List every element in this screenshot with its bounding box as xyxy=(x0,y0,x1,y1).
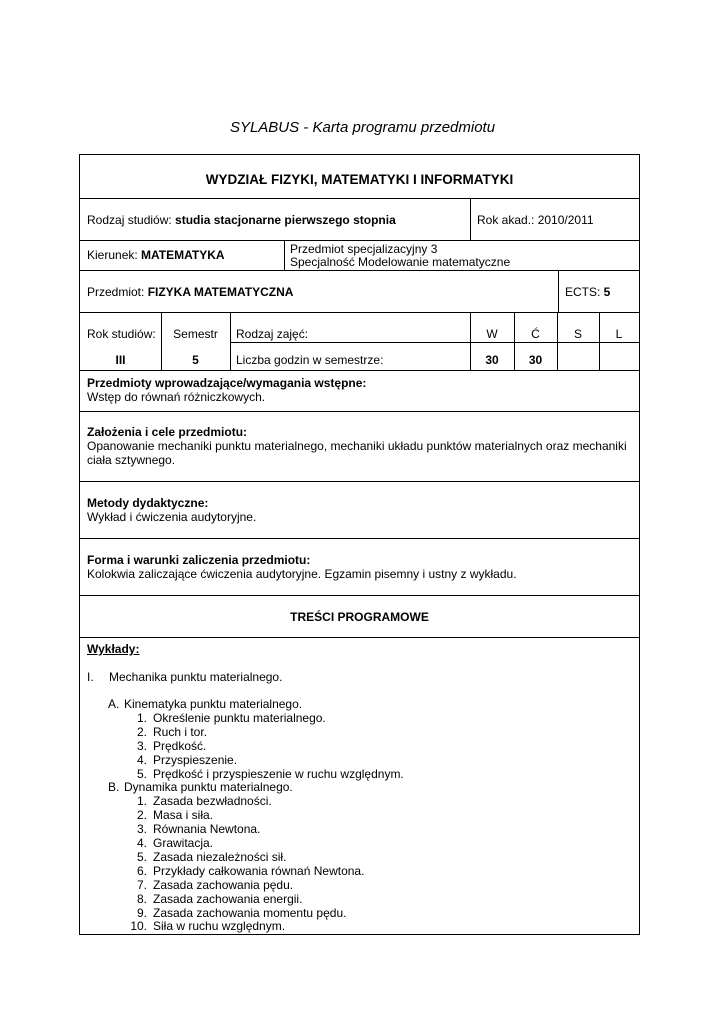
subject-row xyxy=(80,271,639,313)
list-item-number: 2. xyxy=(136,724,147,739)
list-item: Ruch i tor. xyxy=(153,724,208,739)
list-item-number: 5. xyxy=(136,849,147,864)
specialization-line2: Specjalność Modelowanie matematyczne xyxy=(290,255,511,269)
subject-label: Przedmiot: xyxy=(87,285,148,299)
section-title: Dynamika punktu materialnego. xyxy=(124,780,293,795)
year-label: Rok studiów: xyxy=(87,327,156,341)
list-item-number: 1. xyxy=(136,710,147,725)
direction-value: MATEMATYKA xyxy=(141,248,225,262)
list-item-number: 10. xyxy=(130,919,147,934)
faculty-row xyxy=(80,155,639,199)
list-item-number: 2. xyxy=(136,808,147,823)
study-type-value: studia stacjonarne pierwszego stopnia xyxy=(175,213,396,227)
list-item: Przykłady całkowania równań Newtona. xyxy=(153,863,365,878)
methods-text: Wykład i ćwiczenia audytoryjne. xyxy=(87,510,257,524)
list-item: Grawitacja. xyxy=(153,836,214,850)
col-c: Ć xyxy=(531,327,540,341)
goals-heading: Założenia i cele przedmiotu: xyxy=(87,425,248,439)
list-item-number: 4. xyxy=(136,836,147,850)
list-item: Zasada bezwładności. xyxy=(153,794,272,809)
program-heading: TREŚCI PROGRAMOWE xyxy=(290,610,429,624)
list-item: Prędkość i przyspieszenie w ruchu względnym. xyxy=(153,766,404,781)
ects-value: 5 xyxy=(603,285,611,299)
prerequisites-heading: Przedmioty wprowadzające/wymagania wstępne: xyxy=(87,376,367,390)
part-number: I. xyxy=(87,670,94,684)
list-item: Określenie punktu materialnego. xyxy=(153,710,326,725)
study-type-row xyxy=(80,199,639,241)
study-type xyxy=(87,213,396,227)
class-type-label: Rodzaj zajęć: xyxy=(236,327,309,341)
academic-year: Rok akad.: 2010/2011 xyxy=(477,213,594,227)
list-item: Zasada zachowania energii. xyxy=(153,891,303,906)
goals-line2: ciała sztywnego. xyxy=(87,453,176,467)
list-item-number: 7. xyxy=(136,877,147,892)
lectures-section xyxy=(80,638,639,934)
list-item: Przyspieszenie. xyxy=(153,752,238,767)
semester-value: 5 xyxy=(192,353,199,367)
faculty-name: WYDZIAŁ FIZYKI, MATEMATYKI I INFORMATYKI xyxy=(205,172,514,187)
goals-line1: Opanowanie mechaniki punktu materialnego, mechaniki układu punktów materialnych oraz mechaniki xyxy=(87,439,627,453)
methods-section xyxy=(80,482,639,539)
subject-value: FIZYKA MATEMATYCZNA xyxy=(147,285,294,299)
lectures-heading: Wykłady: xyxy=(87,642,140,656)
hours-c: 30 xyxy=(528,353,543,367)
list-item-number: 6. xyxy=(136,863,147,878)
ects-label: ECTS: xyxy=(565,285,604,299)
col-s: S xyxy=(573,327,582,341)
list-item-number: 9. xyxy=(136,905,147,920)
col-w: W xyxy=(486,327,498,341)
list-item: Masa i siła. xyxy=(153,808,214,823)
section-title: Kinematyka punktu materialnego. xyxy=(124,697,303,711)
part-title: Mechanika punktu materialnego. xyxy=(109,670,283,684)
list-item-number: 3. xyxy=(136,822,147,837)
hours-table xyxy=(80,313,639,371)
assessment-text: Kolokwia zaliczające ćwiczenia audytoryjne. Egzamin pisemny i ustny z wykładu. xyxy=(87,567,517,581)
list-item-number: 8. xyxy=(136,891,147,906)
methods-heading: Metody dydaktyczne: xyxy=(87,496,209,510)
section-letter: B. xyxy=(108,780,120,795)
list-item-number: 1. xyxy=(136,794,147,809)
list-item: Równania Newtona. xyxy=(153,822,261,837)
list-item: Zasada niezależności sił. xyxy=(153,849,287,864)
semester-label: Semestr xyxy=(173,327,218,341)
direction xyxy=(87,248,225,262)
list-item-number: 5. xyxy=(136,766,147,781)
goals-section xyxy=(80,412,639,482)
list-item: Prędkość. xyxy=(153,738,207,753)
direction-label: Kierunek: xyxy=(87,248,142,262)
ects xyxy=(565,285,610,299)
subject xyxy=(87,285,293,299)
document-title: SYLABUS - Karta programu przedmiotu xyxy=(229,119,496,136)
list-item: Siła w ruchu względnym. xyxy=(153,919,286,934)
prerequisites-section xyxy=(80,371,639,412)
list-item-number: 3. xyxy=(136,738,147,753)
hours-w: 30 xyxy=(485,353,499,367)
assessment-heading: Forma i warunki zaliczenia przedmiotu: xyxy=(87,553,311,567)
prerequisites-text: Wstęp do równań różniczkowych. xyxy=(87,390,266,404)
specialization-line1: Przedmiot specjalizacyjny 3 xyxy=(290,242,438,256)
hours-label: Liczba godzin w semestrze: xyxy=(236,353,384,367)
study-type-label: Rodzaj studiów: xyxy=(87,213,176,227)
list-item-number: 4. xyxy=(136,752,147,767)
list-item: Zasada zachowania pędu. xyxy=(153,877,294,892)
assessment-section xyxy=(80,539,639,596)
direction-row xyxy=(80,241,639,271)
year-value: III xyxy=(115,353,126,367)
list-item: Zasada zachowania momentu pędu. xyxy=(153,905,347,920)
section-letter: A. xyxy=(108,697,120,711)
program-heading-row xyxy=(80,596,639,638)
syllabus-table xyxy=(79,154,640,935)
col-l: L xyxy=(615,327,623,341)
